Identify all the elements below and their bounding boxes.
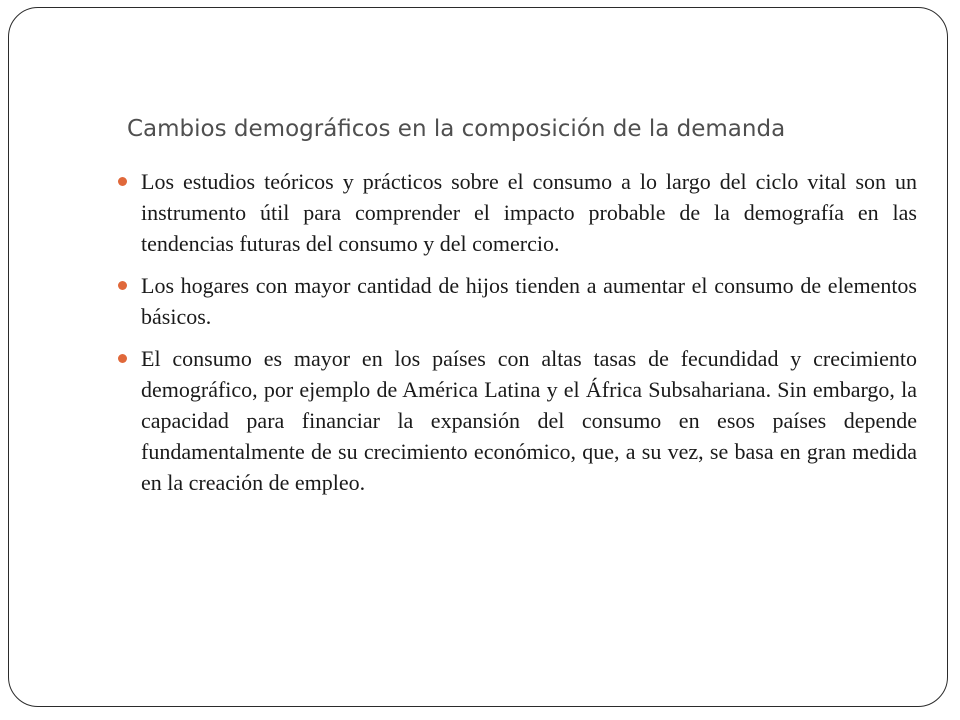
- bullet-dot-icon: [118, 281, 127, 290]
- bullet-text: Los estudios teóricos y prácticos sobre el consumo a lo largo del ciclo vital son un instrumento útil para comprender el impacto probable de la demografía en las tendencias futuras del consumo y del comercio.: [141, 169, 917, 256]
- slide-frame: [8, 7, 948, 707]
- bullet-text: Los hogares con mayor cantidad de hijos tienden a aumentar el consumo de elementos básicos.: [141, 273, 917, 329]
- bullet-dot-icon: [118, 354, 127, 363]
- bullet-list: [117, 166, 917, 509]
- bullet-text: El consumo es mayor en los países con altas tasas de fecundidad y crecimiento demográfico, por ejemplo de América Latina y el África Subsahariana. Sin embargo, la capacidad para financiar la expansión del consumo en esos países depende fundamentalmente de su crecimiento económico, que, a su vez, se basa en gran medida en la creación de empleo.: [141, 346, 917, 495]
- bullet-item: [117, 166, 917, 259]
- bullet-item: [117, 270, 917, 332]
- bullet-dot-icon: [118, 177, 127, 186]
- slide-title: Cambios demográficos en la composición de la demanda: [127, 116, 786, 142]
- bullet-item: [117, 343, 917, 498]
